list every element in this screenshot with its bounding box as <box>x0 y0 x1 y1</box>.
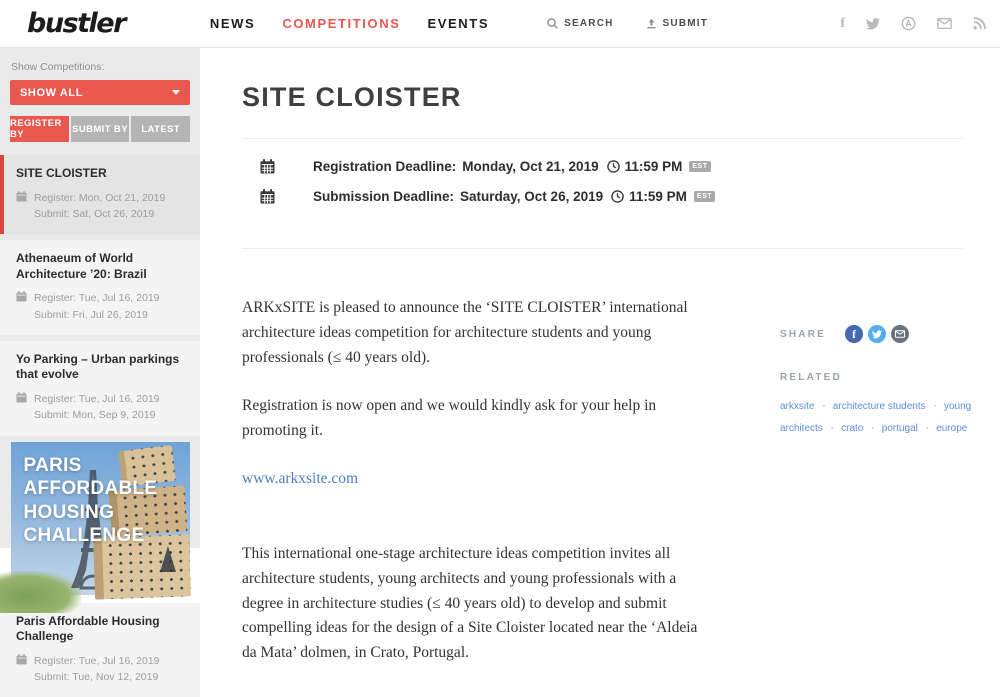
rss-icon[interactable] <box>973 17 986 30</box>
list-item-yo-parking[interactable] <box>0 341 200 436</box>
competition-title: Athenaeum of World Architecture ’20: Brazil <box>16 251 147 281</box>
deadline-time: 11:59 PM <box>624 159 683 174</box>
related-tags <box>780 396 992 439</box>
paris-housing-ad-banner[interactable] <box>11 442 190 595</box>
tag-crato[interactable]: · crato <box>823 423 864 434</box>
show-all-dropdown[interactable] <box>10 80 190 105</box>
register-date: Register: Tue, Jul 16, 2019 <box>34 393 160 406</box>
tag-portugal[interactable]: · portugal <box>863 423 917 434</box>
submit-button[interactable] <box>646 18 709 29</box>
tab-register-by[interactable]: REGISTER BY <box>10 116 69 142</box>
calendar-icon <box>260 159 275 174</box>
bustler-logo[interactable]: bustler <box>27 8 125 39</box>
calendar-icon <box>16 392 27 403</box>
deadline-section <box>242 139 963 223</box>
twitter-icon <box>872 330 882 339</box>
site-header <box>0 0 1000 48</box>
box-eiffel-print <box>160 546 176 572</box>
email-icon[interactable] <box>937 18 952 29</box>
paragraph: Registration is now open and we would kindly ask for your help in promoting it. <box>242 397 657 440</box>
ad-headline: PARIS AFFORDABLE HOUSING CHALLENGE <box>23 454 158 547</box>
divider <box>242 248 963 249</box>
deadline-date: Monday, Oct 21, 2019 <box>462 159 599 174</box>
register-date: Register: Tue, Jul 16, 2019 <box>34 292 160 305</box>
register-date: Register: Mon, Oct 21, 2019 <box>34 191 166 204</box>
list-item-paris-housing[interactable] <box>0 603 200 697</box>
timezone-badge: EST <box>689 161 710 172</box>
registration-deadline-row <box>242 159 963 174</box>
upload-icon <box>646 18 657 29</box>
main-nav <box>210 16 489 31</box>
share-label: SHARE <box>780 328 827 340</box>
nav-competitions[interactable]: COMPETITIONS <box>282 16 401 31</box>
arkxsite-link[interactable]: www.arkxsite.com <box>242 469 359 487</box>
filter-label: Show Competitions: <box>11 61 105 73</box>
deadline-date: Saturday, Oct 26, 2019 <box>460 189 604 204</box>
tab-latest[interactable]: LATEST <box>131 116 190 142</box>
competition-title: Paris Affordable Housing Challenge <box>16 613 160 644</box>
email-icon <box>895 330 905 338</box>
clock-icon <box>607 160 620 173</box>
list-item-athenaeum[interactable] <box>0 240 200 335</box>
register-date: Register: Tue, Jul 16, 2019 <box>34 654 160 667</box>
article-body <box>242 296 709 666</box>
deadline-time: 11:59 PM <box>629 189 687 204</box>
tag-architecture-students[interactable]: · architecture students <box>814 401 925 412</box>
competition-title: SITE CLOISTER <box>16 166 107 180</box>
archinect-icon[interactable] <box>901 16 916 31</box>
tag-arkxsite[interactable]: arkxsite <box>780 401 815 412</box>
calendar-icon <box>16 291 27 302</box>
search-label: SEARCH <box>564 18 614 29</box>
competitions-sidebar <box>0 48 200 684</box>
page-title: SITE CLOISTER <box>242 82 462 112</box>
paragraph: ARKxSITE is pleased to announce the ‘SITE CLOISTER’ international architecture ideas competition for architecture students and young professionals (≤ 40 years old). <box>242 299 688 366</box>
clock-icon <box>611 190 624 203</box>
dropdown-value: SHOW ALL <box>20 86 84 99</box>
share-rail <box>780 325 992 439</box>
share-facebook-button[interactable] <box>845 325 863 343</box>
submit-label: SUBMIT <box>662 18 709 29</box>
share-email-button[interactable] <box>891 325 909 343</box>
twitter-icon[interactable] <box>866 18 880 30</box>
tab-submit-by[interactable]: SUBMIT BY <box>71 116 130 142</box>
chevron-down-icon <box>172 90 180 95</box>
nav-events[interactable]: EVENTS <box>427 16 490 31</box>
share-twitter-button[interactable] <box>868 325 886 343</box>
facebook-icon: f <box>852 326 857 341</box>
timezone-badge: EST <box>694 191 715 202</box>
related-label: RELATED <box>780 372 842 383</box>
paragraph: This international one-stage architecture ideas competition invites all architecture students, young architects and young professionals with a degree in architecture studies (≤ 40 years old) to develop and submit compelling ideas for the design of a Site Cloister located near the ‘Aldeia da Mata’ dolmen, in Crato, Portugal. <box>242 544 698 662</box>
competition-list <box>0 155 200 697</box>
submit-date: Submit: Fri, Jul 26, 2019 <box>34 308 148 321</box>
calendar-icon <box>260 189 275 204</box>
sort-tabs <box>10 116 190 142</box>
facebook-icon[interactable]: f <box>840 15 845 31</box>
nav-news[interactable]: NEWS <box>209 16 256 31</box>
tag-young-architects[interactable]: · young architects <box>780 401 971 434</box>
search-icon <box>547 18 558 29</box>
submit-date: Submit: Sat, Oct 26, 2019 <box>34 207 155 220</box>
list-item-site-cloister[interactable] <box>0 155 200 234</box>
social-links <box>840 16 986 32</box>
calendar-icon <box>16 191 27 202</box>
submit-date: Submit: Mon, Sep 9, 2019 <box>34 409 156 422</box>
calendar-icon <box>16 654 27 665</box>
header-utilities <box>547 18 708 29</box>
submit-date: Submit: Tue, Nov 12, 2019 <box>34 671 159 684</box>
submission-deadline-row <box>242 189 963 204</box>
deadline-label: Registration Deadline: <box>313 159 457 174</box>
search-button[interactable] <box>547 18 613 29</box>
tag-europe[interactable]: · europe <box>918 423 967 434</box>
deadline-label: Submission Deadline: <box>313 189 455 204</box>
competition-title: Yo Parking – Urban parkings that evolve <box>16 351 180 382</box>
